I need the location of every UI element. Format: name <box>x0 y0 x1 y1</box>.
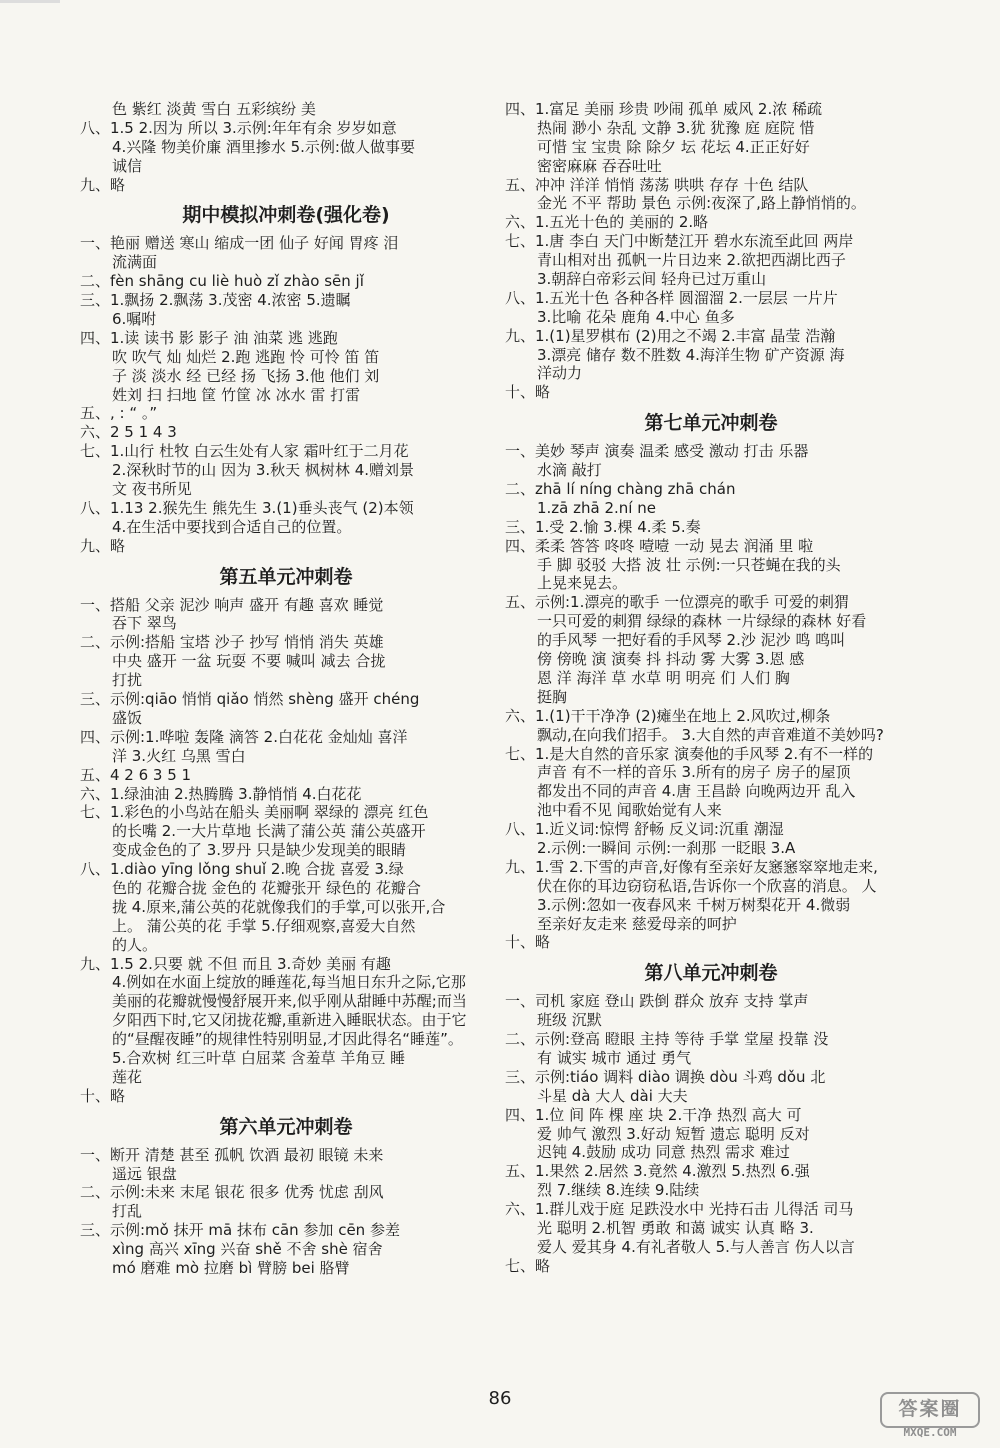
answer-line: 二、zhā lí níng chàng zhā chán <box>505 480 736 499</box>
answer-line: 一、断开 清楚 甚至 孤帆 饮酒 最初 眼镜 未来 <box>80 1145 384 1164</box>
answer-line: 迟钝 4.鼓励 成功 同意 热烈 需求 难过 <box>537 1143 790 1162</box>
answer-line: 烈 7.继续 8.连续 9.陆续 <box>537 1181 700 1200</box>
answer-line: 2.深秋时节的山 因为 3.秋天 枫树林 4.赠刘景 <box>112 461 415 480</box>
answer-line: 三、示例:qiāo 悄悄 qiǎo 悄然 shèng 盛开 chéng <box>80 690 420 709</box>
answer-line: 池中看不见 闻歌始觉有人来 <box>537 801 722 820</box>
answer-line: 九、1.(1)星罗棋布 (2)用之不竭 2.丰富 晶莹 浩瀚 <box>505 326 836 345</box>
answer-line: 有 诚实 城市 通过 勇气 <box>537 1048 692 1067</box>
answer-line: 1.zā zhā 2.ní ne <box>537 498 656 517</box>
answer-line: 3.示例:忽如一夜春风来 千树万树梨花开 4.微弱 <box>537 895 851 914</box>
watermark-badge: 答案圈 <box>880 1392 980 1428</box>
answer-line: 2.示例:一瞬间 示例:一刹那 一眨眼 3.A <box>537 838 796 857</box>
answer-line: 一、搭船 父亲 泥沙 响声 盛开 有趣 喜欢 睡觉 <box>80 595 384 614</box>
answer-line: 吹 吹气 灿 灿烂 2.跑 逃跑 怜 可怜 笛 笛 <box>112 347 380 366</box>
answer-line: 盛饭 <box>112 708 143 727</box>
answer-line: 金光 不平 帮助 景色 示例:夜深了,路上静悄悄的。 <box>537 194 866 213</box>
watermark-url: MXQE.COM <box>903 1426 957 1439</box>
answer-line: 四、1.位 间 阵 棵 座 块 2.干净 热烈 高大 可 <box>505 1105 802 1124</box>
answer-line: 夕阳西下时,它又闭拢花瓣,重新进入睡眠状态。由于它 <box>112 1011 467 1030</box>
answer-line: 二、示例:搭船 宝塔 沙子 抄写 悄悄 消失 英雄 <box>80 633 384 652</box>
answer-line: 九、略 <box>80 175 126 194</box>
answer-line: 密密麻麻 吞吞吐吐 <box>537 156 662 175</box>
answer-line: 三、示例:mǒ 抹开 mā 抹布 cān 参加 cēn 参差 <box>80 1221 400 1240</box>
answer-line: 中央 盛开 一盆 玩耍 不要 喊叫 减去 合拢 <box>112 652 386 671</box>
answer-line: 九、1.5 2.只要 就 不但 而且 3.奇妙 美丽 有趣 <box>80 954 391 973</box>
answer-line: 五、1.果然 2.居然 3.竟然 4.激烈 5.热烈 6.强 <box>505 1162 810 1181</box>
answer-line: 九、略 <box>80 536 126 555</box>
answer-line: 恩 洋 海洋 草 水草 明 明亮 们 人们 胸 <box>537 668 790 687</box>
answer-line: 九、1.雪 2.下雪的声音,好像有至亲好友窸窸窣窣地走来, <box>505 857 878 876</box>
answer-line: 流满面 <box>112 253 158 272</box>
answer-line: 遥远 银盘 <box>112 1164 177 1183</box>
answer-line: 二、示例:登高 瞪眼 主持 等待 手掌 堂屋 投靠 没 <box>505 1030 829 1049</box>
section-heading: 第八单元冲刺卷 <box>644 962 778 985</box>
answer-line: 可惜 宝 宝贵 除 除夕 坛 花坛 4.正正好好 <box>537 137 810 156</box>
answer-line: 打扰 <box>112 671 143 690</box>
answer-line: 七、略 <box>505 1256 551 1275</box>
answer-line: 姓刘 扫 扫地 筐 竹筐 冰 冰水 雷 打雷 <box>112 385 361 404</box>
section-heading: 第五单元冲刺卷 <box>219 565 353 588</box>
answer-line: 四、1.富足 美丽 珍贵 吵闹 孤单 威风 2.浓 稀疏 <box>505 100 823 118</box>
answer-line: 伏在你的耳边窃窃私语,告诉你一个欣喜的消息。 人 <box>537 876 877 895</box>
answer-line: xìng 高兴 xīng 兴奋 shě 不舍 shè 宿舍 <box>112 1240 383 1259</box>
answer-line: 傍 傍晚 演 演奏 抖 抖动 雾 大雾 3.恩 感 <box>537 650 805 669</box>
watermark-logo <box>880 1392 980 1440</box>
answer-line: 八、1.13 2.猴先生 熊先生 3.(1)垂头丧气 (2)本领 <box>80 498 414 517</box>
right-column <box>505 100 917 1276</box>
answer-line: 的长嘴 2.一大片草地 长满了蒲公英 蒲公英盛开 <box>112 822 426 841</box>
answer-line: 六、2 5 1 4 3 <box>80 423 177 442</box>
answer-line: 八、1.五光十色 各种各样 圆溜溜 2.一层层 一片片 <box>505 288 838 307</box>
answer-line: 四、示例:1.哗啦 轰隆 滴答 2.白花花 金灿灿 喜洋 <box>80 727 408 746</box>
answer-line: 六、1.群儿戏于庭 足跌没水中 光持石击 儿得活 司马 <box>505 1200 854 1219</box>
answer-line: 青山相对出 孤帆一片日边来 2.欲把西湖比西子 <box>537 251 846 270</box>
scan-edge-mark <box>0 0 60 3</box>
answer-line: 三、1.飘扬 2.飘荡 3.茂密 4.浓密 5.遗瞩 <box>80 291 351 310</box>
answer-line: 4.兴隆 物美价廉 酒里掺水 5.示例:做人做事要 <box>112 137 415 156</box>
answer-line: 四、1.读 读书 影 影子 油 油菜 逃 逃跑 <box>80 328 338 347</box>
answer-line: 声音 有不一样的音乐 3.所有的房子 房子的屋顶 <box>537 763 851 782</box>
answer-line: 的“昼醒夜睡”的规律性特别明显,才因此得名“睡莲”。 <box>112 1030 463 1049</box>
answer-line: 的人。 <box>112 935 158 954</box>
answer-line: 6.嘱咐 <box>112 310 157 329</box>
answer-line: 六、1.绿油油 2.热腾腾 3.静悄悄 4.白花花 <box>80 784 362 803</box>
answer-line: 至亲好友走来 慈爱母亲的呵护 <box>537 914 737 933</box>
answer-line: 十、略 <box>80 1086 126 1105</box>
answer-line: 六、1.(1)干干净净 (2)瘫坐在地上 2.风吹过,柳条 <box>505 706 831 725</box>
answer-line: 十、略 <box>505 933 551 952</box>
answer-line: 一只可爱的刺猬 绿绿的森林 一片绿绿的森林 好看 <box>537 612 867 631</box>
answer-line: 子 淡 淡水 经 已经 扬 飞扬 3.他 他们 刘 <box>112 366 380 385</box>
answer-line: 4.在生活中要找到合适自己的位置。 <box>112 517 352 536</box>
answer-line: 八、1.5 2.因为 所以 3.示例:年年有余 岁岁如意 <box>80 118 397 137</box>
page-number: 86 <box>488 1388 512 1409</box>
answer-line: 二、fèn shāng cu liè huò zǐ zhào sēn jǐ <box>80 272 364 291</box>
answer-line: 班级 沉默 <box>537 1011 602 1030</box>
answer-line: 七、1.彩色的小鸟站在船头 美丽啊 翠绿的 漂亮 红色 <box>80 803 429 822</box>
answer-line: 的手风琴 一把好看的手风琴 2.沙 泥沙 鸣 鸣叫 <box>537 631 846 650</box>
answer-line: 3.漂亮 储存 数不胜数 4.海洋生物 矿产资源 海 <box>537 345 845 364</box>
answer-line: 水滴 敲打 <box>537 461 602 480</box>
answer-line: 飘动,在向我们招手。 3.大自然的声音难道不美妙吗? <box>537 725 884 744</box>
answer-line: 四、柔柔 答答 咚咚 噎噎 一动 晃去 润涌 里 啦 <box>505 536 814 555</box>
answer-line: 5.合欢树 红三叶草 白屈菜 含羞草 羊角豆 睡 <box>112 1048 406 1067</box>
answer-line: 十、略 <box>505 383 551 402</box>
answer-line: 色的 花瓣合拢 金色的 花瓣张开 绿色的 花瓣合 <box>112 878 421 897</box>
answer-line: 八、1.近义词:惊愕 舒畅 反义词:沉重 潮湿 <box>505 820 784 839</box>
answer-line: 五、4 2 6 3 5 1 <box>80 765 192 784</box>
answer-line: 色 紫红 淡黄 雪白 五彩缤纷 美 <box>112 100 316 118</box>
answer-line: 二、示例:未来 末尾 银花 很多 优秀 忧虑 刮风 <box>80 1183 384 1202</box>
answer-line: mó 磨难 mò 拉磨 bì 臂膀 bei 胳臂 <box>112 1258 350 1277</box>
answer-line: 变成金色的了 3.罗丹 只是缺少发现美的眼睛 <box>112 841 406 860</box>
answer-line: 4.例如在水面上绽放的睡莲花,每当旭日东升之际,它那 <box>112 973 466 992</box>
section-heading: 第七单元冲刺卷 <box>644 412 778 435</box>
answer-line: 七、1.是大自然的音乐家 演奏他的手风琴 2.有不一样的 <box>505 744 874 763</box>
answer-line: 斗星 dà 大人 dài 大夫 <box>537 1086 688 1105</box>
answer-line: 五、冲冲 洋洋 悄悄 荡荡 哄哄 存存 十色 结队 <box>505 175 809 194</box>
answer-line: 上晃来晃去。 <box>537 574 628 593</box>
section-heading: 期中模拟冲刺卷(强化卷) <box>182 204 390 227</box>
answer-line: 都发出不同的声音 4.唐 王昌龄 向晚两边开 乱入 <box>537 782 856 801</box>
answer-line: 爱 帅气 激烈 3.好动 短暂 遗忘 聪明 反对 <box>537 1124 810 1143</box>
answer-line: 莲花 <box>112 1067 143 1086</box>
answer-line: 诚信 <box>112 156 143 175</box>
answer-line: 挺胸 <box>537 687 568 706</box>
answer-line: 洋 3.火红 乌黑 雪白 <box>112 746 246 765</box>
answer-line: 七、1.唐 李白 天门中断楚江开 碧水东流至此回 两岸 <box>505 232 854 251</box>
answer-line: 六、1.五光十色的 美丽的 2.略 <box>505 213 709 232</box>
answer-line: 洋动力 <box>537 364 583 383</box>
answer-line: 拢 4.原来,蒲公英的花就像我们的手掌,可以张开,合 <box>112 897 446 916</box>
answer-line: 光 聪明 2.机智 勇敢 和蔼 诚实 认真 略 3. <box>537 1218 814 1237</box>
answer-line: 打乱 <box>112 1202 143 1221</box>
answer-line: 三、示例:tiáo 调料 diào 调换 dòu 斗鸡 dǒu 北 <box>505 1067 826 1086</box>
answer-line: 文 夜书所见 <box>112 480 192 499</box>
answer-line: 三、1.受 2.愉 3.棵 4.柔 5.奏 <box>505 517 701 536</box>
answer-line: 手 脚 驳驳 大搭 波 壮 示例:一只苍蝇在我的头 <box>537 555 841 574</box>
answer-line: 五、示例:1.漂亮的歌手 一位漂亮的歌手 可爱的刺猬 <box>505 593 849 612</box>
answer-line: 3.比喻 花朵 鹿角 4.中心 鱼多 <box>537 307 735 326</box>
answer-line: 七、1.山行 杜牧 白云生处有人家 霜叶红于二月花 <box>80 442 409 461</box>
answer-line: 一、司机 家庭 登山 跌倒 群众 放弃 支持 掌声 <box>505 992 809 1011</box>
answer-line: 吞下 翠鸟 <box>112 614 177 633</box>
answer-line: 3.朝辞白帝彩云间 轻舟已过万重山 <box>537 270 767 289</box>
answer-line: 五、, : “ 。” <box>80 404 158 423</box>
left-column <box>80 100 492 1278</box>
answer-line: 热闹 渺小 杂乱 文静 3.犹 犹豫 庭 庭院 惜 <box>537 118 815 137</box>
answer-line: 美丽的花瓣就慢慢舒展开来,似乎刚从甜睡中苏醒;而当 <box>112 992 467 1011</box>
answer-line: 一、美妙 琴声 演奏 温柔 感受 激动 打击 乐器 <box>505 442 809 461</box>
answer-line: 上。 蒲公英的花 手掌 5.仔细观察,喜爱大自然 <box>112 916 416 935</box>
answer-line: 一、艳丽 赠送 寒山 缩成一团 仙子 好闻 胃疼 泪 <box>80 234 399 253</box>
answer-line: 八、1.diào yīng lǒng shuǐ 2.晚 合拢 喜爱 3.绿 <box>80 860 404 879</box>
section-heading: 第六单元冲刺卷 <box>219 1115 353 1138</box>
answer-line: 爱人 爱其身 4.有礼者敬人 5.与人善言 伤人以言 <box>537 1237 855 1256</box>
